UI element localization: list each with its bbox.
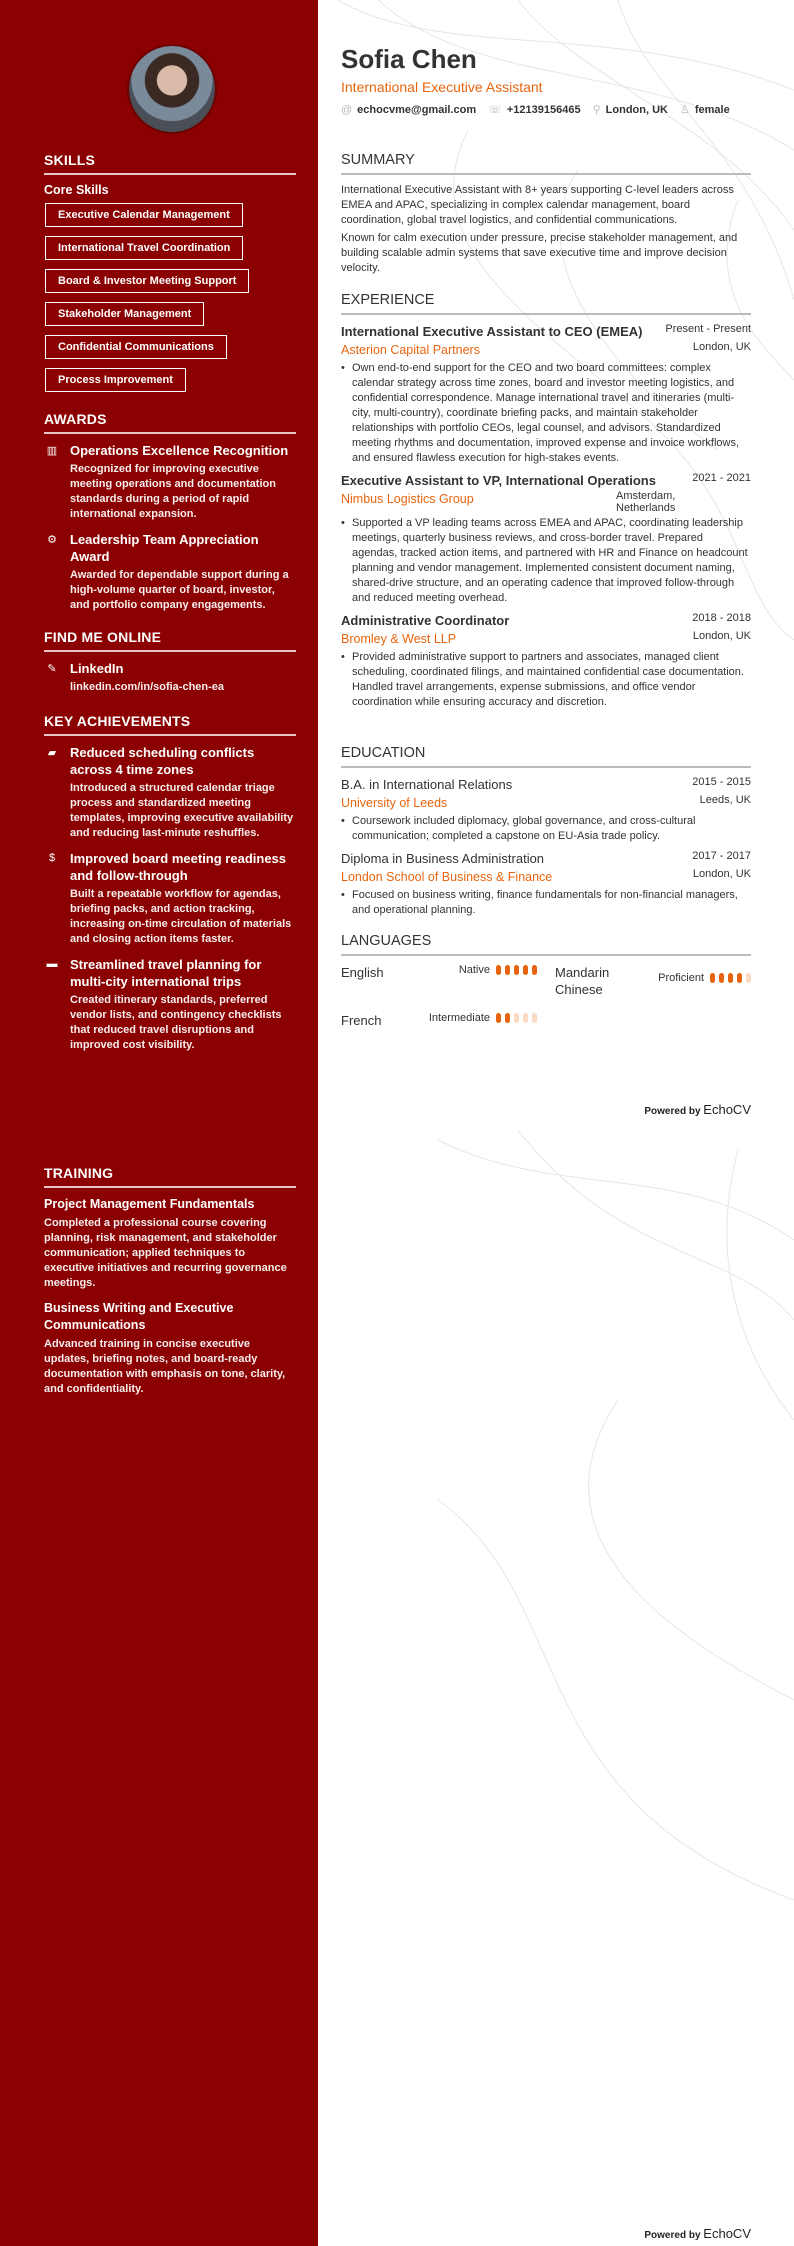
language-level: Intermediate	[428, 1012, 490, 1024]
section-heading: AWARDS	[44, 411, 296, 434]
rating-dot	[514, 1013, 519, 1023]
job-location: London, UK	[692, 630, 751, 642]
section-heading: LANGUAGES	[341, 933, 751, 956]
skill-tag: Confidential Communications	[45, 335, 227, 359]
achievements-title: Reduced scheduling conflicts across 4 time zones	[70, 745, 255, 777]
contact-text: echocvme@gmail.com	[357, 103, 477, 116]
language-rating	[496, 965, 537, 975]
location-icon: ⚲	[592, 104, 601, 116]
section-heading: TRAINING	[44, 1165, 296, 1188]
edu-dates: 2015 - 2015	[692, 776, 751, 788]
summary-paragraph: International Executive Assistant with 8+ years supporting C-level leaders across EMEA and APAC, specializing in complex calendar management, board coordination, global travel logistics, and confidential communications.	[341, 184, 734, 226]
rating-dot	[728, 973, 733, 983]
degree: B.A. in International Relations	[341, 777, 513, 792]
job-location: London, UK	[692, 341, 751, 353]
school: London School of Business & Finance	[341, 870, 553, 884]
rating-dot	[523, 965, 528, 975]
rating-dot	[746, 973, 751, 983]
training-desc: Advanced training in concise executive updates, briefing notes, and board-ready documentation with emphasis on tone, clarity, and confidentiality.	[44, 1338, 286, 1395]
section-heading: EDUCATION	[341, 745, 751, 768]
awards-title: Leadership Team Appreciation Award	[70, 532, 259, 564]
training-item	[44, 1196, 296, 1291]
achievements-desc: Created itinerary standards, preferred vendor lists, and contingency checklists that reduced travel disruptions and improved cost visibility.	[70, 994, 282, 1051]
powered-by[interactable]	[644, 2226, 751, 2241]
rating-dot	[532, 1013, 537, 1023]
online-url[interactable]: linkedin.com/in/sofia-chen-ea	[70, 681, 225, 693]
job-dates: Present - Present	[665, 323, 751, 335]
contact-row	[341, 103, 751, 116]
achievements-desc: Introduced a structured calendar triage process and standardized meeting templates, improving executive availability and reducing last-minute reshuffles.	[70, 782, 294, 839]
training-item	[44, 1300, 296, 1397]
rating-dot	[496, 1013, 501, 1023]
awards-desc: Recognized for improving executive meeting operations and documentation standards during a period of rapid international expansion.	[70, 463, 276, 520]
candidate-name: Sofia Chen	[341, 44, 477, 74]
section-heading: KEY ACHIEVEMENTS	[44, 713, 296, 736]
language-name: English	[341, 965, 384, 980]
section-heading: FIND ME ONLINE	[44, 629, 296, 652]
chat-icon: ▬	[46, 958, 58, 970]
rating-dot	[496, 965, 501, 975]
online-title: LinkedIn	[70, 661, 124, 676]
language-item	[555, 964, 751, 998]
brand-name: EchoCV	[703, 2226, 751, 2241]
skill-tag: Process Improvement	[45, 368, 186, 392]
edu-location: Leeds, UK	[699, 794, 751, 806]
awards-desc: Awarded for dependable support during a high-volume quarter of board, investor, and portfolio company engagements.	[70, 569, 289, 611]
rating-dot	[523, 1013, 528, 1023]
language-item	[341, 1012, 537, 1029]
language-level: Native	[458, 964, 490, 976]
chart-icon: ▥	[46, 445, 58, 457]
experience-section	[341, 292, 751, 716]
at-icon: @	[341, 103, 353, 116]
rating-dot	[505, 1013, 510, 1023]
company: Nimbus Logistics Group	[341, 492, 474, 506]
briefcase-icon: ▰	[47, 747, 57, 759]
edu-location: London, UK	[692, 868, 751, 880]
company: Bromley & West LLP	[341, 632, 457, 646]
candidate-title: International Executive Assistant	[341, 79, 543, 95]
job-bullet: • Supported a VP leading teams across EMEA and APAC, coordinating leadership meetings, quarterly business reviews, and cross-border travel. Prepared agendas, tracked action items, and partnered with HR and Finance on headcount planning and vendor management. Implemented consistent document naming, shared-drive structure, and an operating cadence that improved follow-through and reduced meeting overhead.	[341, 516, 751, 606]
awards-section	[44, 411, 296, 622]
achievements-title: Improved board meeting readiness and follow-through	[70, 851, 287, 883]
edu-bullet: • Coursework included diplomacy, global governance, and cross-cultural communication; completed a capstone on EU-Asia trade policy.	[341, 814, 751, 844]
awards-item	[44, 442, 296, 522]
job-bullet: • Own end-to-end support for the CEO and two board committees: complex calendar strategy across time zones, board and investor meeting logistics, and confidential correspondence. Manage international travel and itineraries (multi-city, multi-country), coordinate briefing packs, and maintain stakeholder relationships with portfolio CEOs, legal counsel, and advisors. Standardized meeting rhythms and documentation, improved expense and invoice workflows, and ensured flawless execution for high-stakes events.	[341, 361, 751, 466]
training-desc: Completed a professional course covering planning, risk management, and stakeholder communication; applied techniques to executive initiatives and recurring governance meetings.	[44, 1217, 287, 1289]
contact-text: London, UK	[605, 104, 668, 116]
skill-tag: Stakeholder Management	[45, 302, 204, 326]
job-bullet: • Provided administrative support to partners and associates, managed client scheduling, coordinated filings, and maintained confidential case documentation. Handled travel arrangements, expense submissions, and office vendor coordination while ensuring accuracy and discretion.	[341, 650, 751, 710]
header	[341, 44, 751, 116]
company: Asterion Capital Partners	[341, 343, 480, 357]
edu-dates: 2017 - 2017	[692, 850, 751, 862]
degree: Diploma in Business Administration	[341, 851, 545, 866]
powered-label: Powered by	[644, 1106, 701, 1117]
contact-text: female	[694, 104, 730, 116]
experience-entry	[341, 323, 751, 466]
job-title: International Executive Assistant to CEO (EMEA)	[341, 324, 643, 339]
contact-item[interactable]	[593, 103, 668, 116]
section-heading: EXPERIENCE	[341, 292, 751, 315]
education-section	[341, 745, 751, 924]
skill-tag: Board & Investor Meeting Support	[45, 269, 249, 293]
education-entry	[341, 776, 751, 844]
rating-dot	[514, 965, 519, 975]
skill-tag: International Travel Coordination	[45, 236, 243, 260]
training-title: Business Writing and Executive Communications	[44, 1301, 234, 1332]
awards-item	[44, 531, 296, 613]
rating-dot	[710, 973, 715, 983]
achievements-section	[44, 713, 296, 1062]
school: University of Leeds	[341, 796, 448, 810]
awards-title: Operations Excellence Recognition	[70, 443, 289, 458]
section-heading: SKILLS	[44, 152, 296, 175]
avatar	[127, 44, 217, 134]
contact-item[interactable]	[488, 103, 580, 116]
rating-dot	[737, 973, 742, 983]
job-title: Administrative Coordinator	[341, 613, 510, 628]
online-section	[44, 629, 296, 704]
achievements-item	[44, 956, 296, 1053]
language-level: Proficient	[658, 972, 704, 984]
achievements-item	[44, 850, 296, 947]
language-rating	[496, 1013, 537, 1023]
brand-name: EchoCV	[703, 1102, 751, 1117]
job-dates: 2021 - 2021	[692, 472, 751, 484]
language-name: Mandarin Chinese	[555, 965, 610, 997]
rating-dot	[719, 973, 724, 983]
language-name: French	[341, 1013, 382, 1028]
badge-icon: ⚙	[47, 534, 57, 546]
skill-tag: Executive Calendar Management	[45, 203, 243, 227]
job-dates: 2018 - 2018	[692, 612, 751, 624]
powered-by[interactable]	[644, 1102, 751, 1117]
job-location: Amsterdam, Netherlands	[616, 490, 676, 514]
language-rating	[710, 973, 751, 983]
contact-item[interactable]	[680, 103, 730, 116]
skills-group: Core Skills	[44, 183, 109, 197]
job-title: Executive Assistant to VP, International Operations	[341, 473, 656, 488]
linkedin-icon: ✎	[47, 663, 57, 675]
phone-icon: ☏	[488, 104, 502, 116]
summary-paragraph: Known for calm execution under pressure, precise stakeholder management, and building scalable admin systems that save executive time and improve decision velocity.	[341, 232, 738, 274]
training-section	[44, 1165, 296, 1406]
online-item[interactable]	[44, 660, 296, 695]
language-item	[341, 964, 537, 998]
edu-bullet: • Focused on business writing, finance fundamentals for non-financial managers, and operational planning.	[341, 888, 751, 918]
achievements-item	[44, 744, 296, 841]
languages-section	[341, 933, 751, 1029]
achievements-title: Streamlined travel planning for multi-city international trips	[70, 957, 262, 989]
experience-entry	[341, 612, 751, 710]
powered-label: Powered by	[644, 2230, 701, 2241]
skills-section	[44, 152, 296, 401]
dollar-icon: $	[48, 852, 56, 864]
section-heading: SUMMARY	[341, 152, 751, 175]
person-icon: ♙	[679, 104, 690, 116]
experience-entry	[341, 472, 751, 606]
rating-dot	[505, 965, 510, 975]
achievements-desc: Built a repeatable workflow for agendas, briefing packs, and action tracking, increasing on-time circulation of materials and closing action items faster.	[70, 888, 292, 945]
contact-item[interactable]	[341, 104, 476, 116]
education-entry	[341, 850, 751, 918]
contact-text: +12139156465	[506, 104, 581, 116]
training-title: Project Management Fundamentals	[44, 1197, 255, 1211]
rating-dot	[532, 965, 537, 975]
summary-section	[341, 152, 751, 279]
